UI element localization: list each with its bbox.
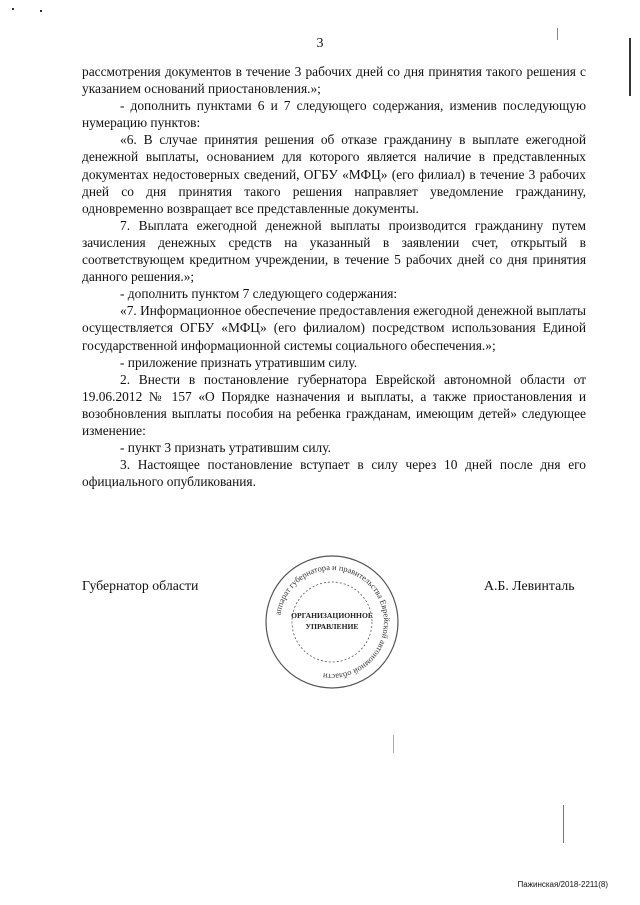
paragraph: 7. Выплата ежегодной денежной выплаты производится гражданину путем зачисления денежных средств на указанный в заявлении счет, открытый в соответствующем кредитном учреждении, в течение 5 рабочих дней со дня принятия данного решения.»;	[82, 217, 586, 285]
paragraph: - приложение признать утратившим силу.	[120, 354, 358, 370]
scan-mark	[12, 8, 14, 10]
stamp-center-line2: УПРАВЛЕНИЕ	[305, 622, 359, 631]
scan-mark	[557, 28, 558, 40]
stamp-ring-text: аппарат губернатора и правительства Еврейской автономной области	[273, 562, 392, 682]
paragraph: «7. Информационное обеспечение предоставления ежегодной денежной выплаты осуществляется ОГБУ «МФЦ» (его филиалом) посредством использования Единой государственной информационной системы социального обеспечения.»;	[82, 303, 586, 353]
paragraph: «6. В случае принятия решения об отказе гражданину в выплате ежегодной денежной выплаты, основанием для которого является наличие в представленных документах недостоверных сведений, ОГБУ «МФЦ» (его филиал) в течение 3 рабочих дней со дня принятия такого решения направляет уведомление гражданину, одновременно возвращает все представленные документы.	[82, 132, 586, 216]
scan-mark	[393, 735, 394, 753]
scan-mark	[629, 38, 631, 96]
page-number: 3	[316, 36, 324, 51]
paragraph: - пункт 3 признать утратившим силу.	[120, 440, 331, 456]
paragraph: 3. Настоящее постановление вступает в силу через 10 дней после дня его официального опубликования.	[82, 457, 586, 490]
document-body	[82, 63, 586, 490]
paragraph: рассмотрения документов в течение 3 рабочих дней со дня принятия такого решения с указанием оснований приостановления.»;	[82, 64, 586, 97]
footer-code: Пажинская/2018-2211(8)	[517, 880, 608, 889]
scan-mark	[563, 805, 564, 843]
signatory-name: А.Б. Левинталь	[484, 578, 575, 593]
signatory-position: Губернатор области	[82, 578, 199, 593]
scan-mark	[40, 10, 42, 12]
organization-stamp	[262, 552, 402, 692]
paragraph: - дополнить пунктом 7 следующего содержания:	[120, 286, 398, 302]
paragraph: - дополнить пунктами 6 и 7 следующего содержания, изменив последующую нумерацию пунктов:	[82, 98, 586, 131]
stamp-center-line1: ОРГАНИЗАЦИОННОЕ	[291, 611, 373, 620]
paragraph: 2. Внести в постановление губернатора Еврейской автономной области от 19.06.2012 № 157 «О Порядке назначения и выплаты, а также приостановления и возобновления выплаты пособия на ребенка гражданам, имеющим детей» следующее изменение:	[82, 371, 586, 438]
